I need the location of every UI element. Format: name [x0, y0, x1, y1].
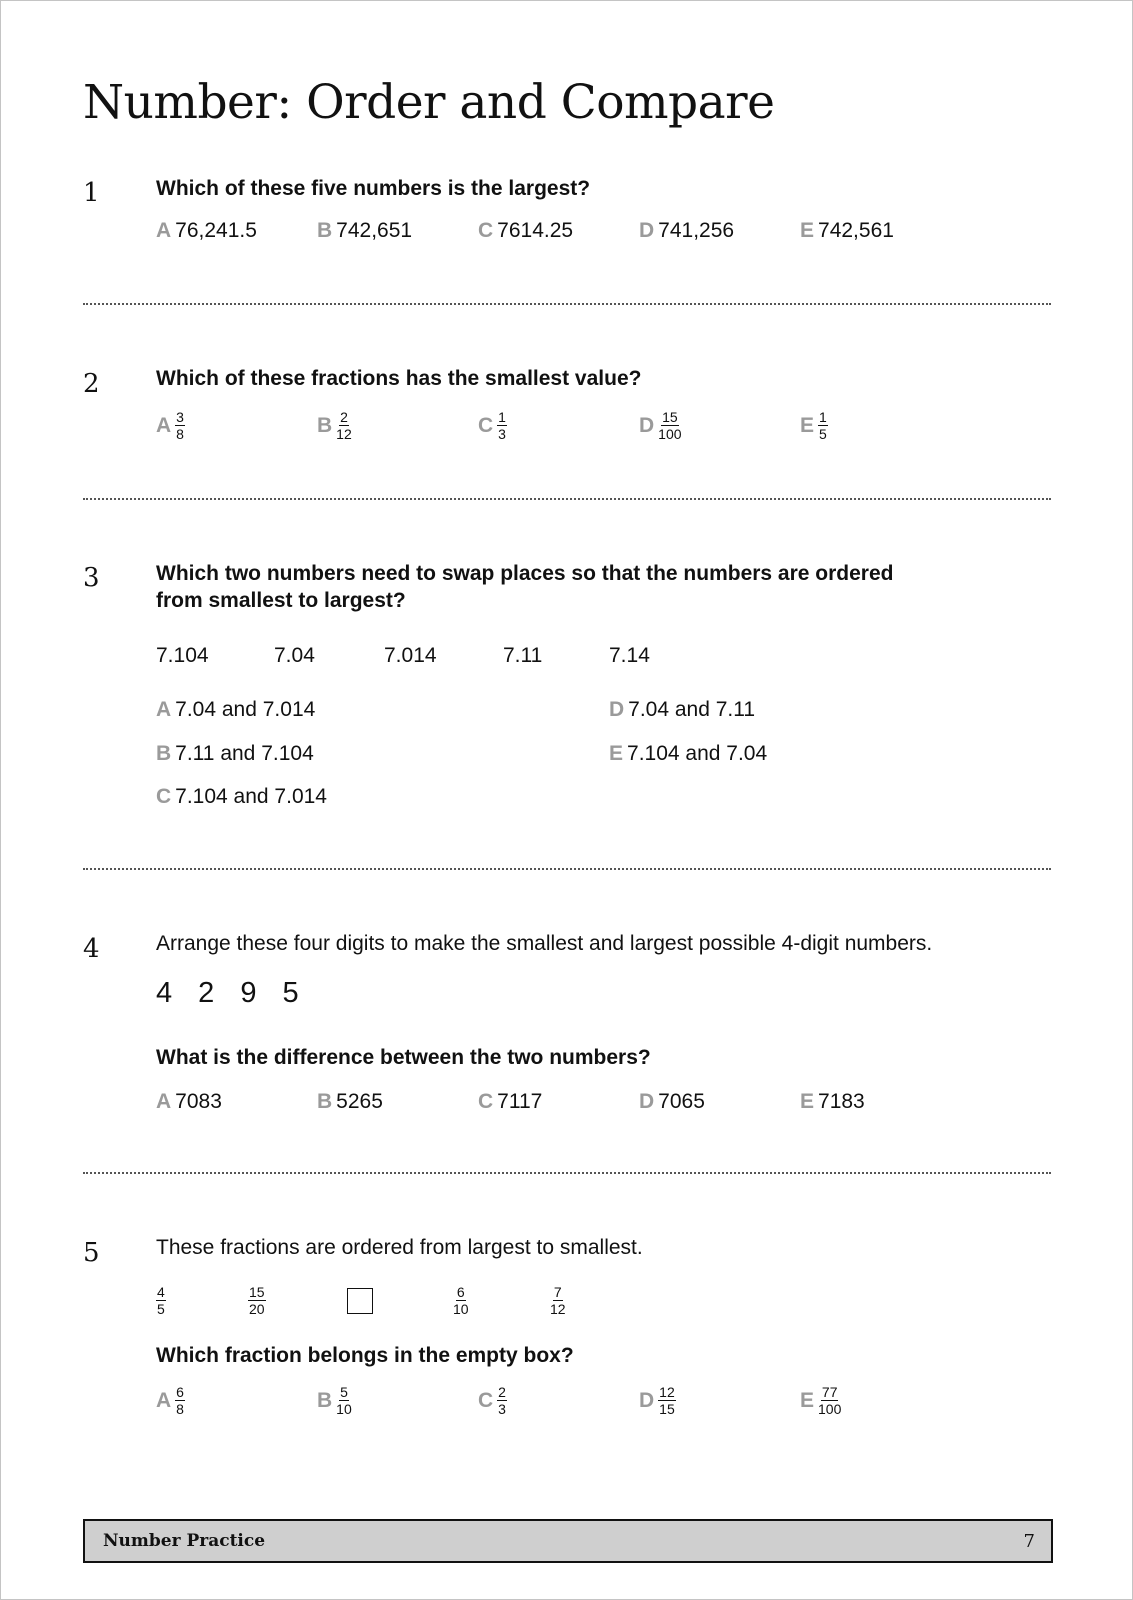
option-letter: B [156, 742, 172, 765]
q3-number: 7.11 [503, 644, 543, 667]
q3-number: 7.04 [274, 644, 315, 667]
option-value: 5265 [336, 1090, 383, 1113]
q3-option-d[interactable] [609, 698, 755, 722]
option-letter: D [639, 413, 655, 437]
option-letter: A [156, 1388, 172, 1412]
option-letter: E [800, 1090, 815, 1113]
option-letter: A [156, 219, 172, 242]
section-divider [83, 1172, 1051, 1174]
q5-option-b[interactable] [317, 1385, 352, 1416]
section-divider [83, 303, 1051, 305]
q3-option-b[interactable] [156, 742, 314, 766]
q4-option-e[interactable] [800, 1090, 865, 1114]
option-fraction: $\frac{77}{100}$ [818, 1384, 842, 1417]
question-5-number: 5 [83, 1238, 100, 1268]
q5-option-c[interactable] [478, 1385, 507, 1416]
option-value: 742,651 [336, 219, 413, 242]
section-divider [83, 498, 1051, 500]
option-fraction: $\frac{6}{8}$ [176, 1384, 184, 1417]
option-letter: D [639, 1388, 655, 1412]
option-fraction: $\frac{12}{15}$ [659, 1384, 675, 1417]
option-letter: E [609, 742, 624, 765]
question-1-text: Which of these five numbers is the largest? [156, 177, 591, 200]
question-3-text-line1: Which two numbers need to swap places so that the numbers are ordered [156, 562, 894, 585]
option-fraction: $\frac{3}{8}$ [176, 409, 184, 442]
option-letter: A [156, 413, 172, 437]
option-letter: D [639, 1090, 655, 1113]
q3-number: 7.104 [156, 644, 209, 667]
question-5-text: Which fraction belongs in the empty box? [156, 1344, 574, 1367]
q4-option-a[interactable] [156, 1090, 222, 1114]
option-letter: B [317, 1090, 333, 1113]
option-letter: B [317, 413, 333, 437]
question-5-intro: These fractions are ordered from largest to smallest. [156, 1236, 643, 1259]
option-letter: B [317, 219, 333, 242]
q4-option-d[interactable] [639, 1090, 705, 1114]
option-value: 7.04 and 7.11 [628, 698, 756, 721]
q3-option-c[interactable] [156, 785, 327, 809]
q5-option-d[interactable] [639, 1385, 676, 1416]
option-value: 7614.25 [497, 219, 574, 242]
q4-digits: 4 2 9 5 [156, 977, 308, 1009]
q2-option-d[interactable] [639, 410, 682, 441]
option-fraction: $\frac{1}{3}$ [498, 409, 506, 442]
option-letter: A [156, 1090, 172, 1113]
option-letter: A [156, 698, 172, 721]
q5-sequence-fraction: $\frac{4}{5}$ [157, 1284, 165, 1317]
page-number: 7 [1023, 1531, 1035, 1552]
q1-option-a[interactable] [156, 219, 257, 243]
option-value: 7.11 and 7.104 [175, 742, 314, 765]
q3-option-a[interactable] [156, 698, 315, 722]
option-fraction: $\frac{2}{12}$ [336, 409, 352, 442]
option-letter: D [639, 219, 655, 242]
footer-title: Number Practice [103, 1531, 266, 1551]
option-letter: C [478, 1090, 494, 1113]
empty-answer-box[interactable] [347, 1288, 373, 1314]
option-value: 742,561 [818, 219, 894, 242]
option-value: 7.104 and 7.014 [175, 785, 327, 808]
q4-option-b[interactable] [317, 1090, 383, 1114]
option-value: 76,241.5 [175, 219, 257, 242]
q5-sequence-fraction: $\frac{15}{20}$ [249, 1284, 265, 1317]
option-value: 7083 [175, 1090, 222, 1113]
q5-sequence-fraction: $\frac{6}{10}$ [453, 1284, 469, 1317]
q3-option-e[interactable] [609, 742, 767, 766]
q5-sequence-fraction: $\frac{7}{12}$ [550, 1284, 566, 1317]
q4-option-c[interactable] [478, 1090, 542, 1114]
option-value: 7117 [497, 1090, 543, 1113]
question-2-number: 2 [83, 369, 100, 399]
option-letter: C [478, 219, 494, 242]
option-value: 7183 [818, 1090, 865, 1113]
option-letter: E [800, 1388, 815, 1412]
q5-option-e[interactable] [800, 1385, 841, 1416]
question-3-text-line2: from smallest to largest? [156, 589, 406, 612]
option-letter: D [609, 698, 625, 721]
q3-number: 7.014 [384, 644, 437, 667]
option-letter: E [800, 219, 815, 242]
question-4-number: 4 [83, 934, 100, 964]
option-value: 741,256 [658, 219, 735, 242]
question-2-text: Which of these fractions has the smallest value? [156, 367, 642, 390]
option-fraction: $\frac{15}{100}$ [658, 409, 682, 442]
q2-option-e[interactable] [800, 410, 828, 441]
option-letter: C [478, 413, 494, 437]
option-value: 7.104 and 7.04 [627, 742, 768, 765]
q5-option-a[interactable] [156, 1385, 185, 1416]
section-divider [83, 868, 1051, 870]
q3-number: 7.14 [609, 644, 650, 667]
q2-option-a[interactable] [156, 410, 185, 441]
page-title: Number: Order and Compare [83, 75, 775, 130]
q1-option-b[interactable] [317, 219, 412, 243]
option-letter: E [800, 413, 815, 437]
option-letter: C [156, 785, 172, 808]
q1-option-d[interactable] [639, 219, 734, 243]
option-value: 7065 [658, 1090, 705, 1113]
q2-option-c[interactable] [478, 410, 507, 441]
option-fraction: $\frac{2}{3}$ [498, 1384, 506, 1417]
q1-option-c[interactable] [478, 219, 573, 243]
question-3-number: 3 [83, 563, 100, 593]
q2-option-b[interactable] [317, 410, 352, 441]
page-footer [83, 1519, 1053, 1563]
q1-option-e[interactable] [800, 219, 894, 243]
option-fraction: $\frac{1}{5}$ [819, 409, 827, 442]
option-value: 7.04 and 7.014 [175, 698, 316, 721]
option-letter: B [317, 1388, 333, 1412]
question-4-text: What is the difference between the two numbers? [156, 1046, 651, 1069]
option-fraction: $\frac{5}{10}$ [336, 1384, 352, 1417]
question-4-intro: Arrange these four digits to make the smallest and largest possible 4-digit numbers. [156, 932, 933, 955]
option-letter: C [478, 1388, 494, 1412]
question-1-number: 1 [83, 178, 100, 208]
